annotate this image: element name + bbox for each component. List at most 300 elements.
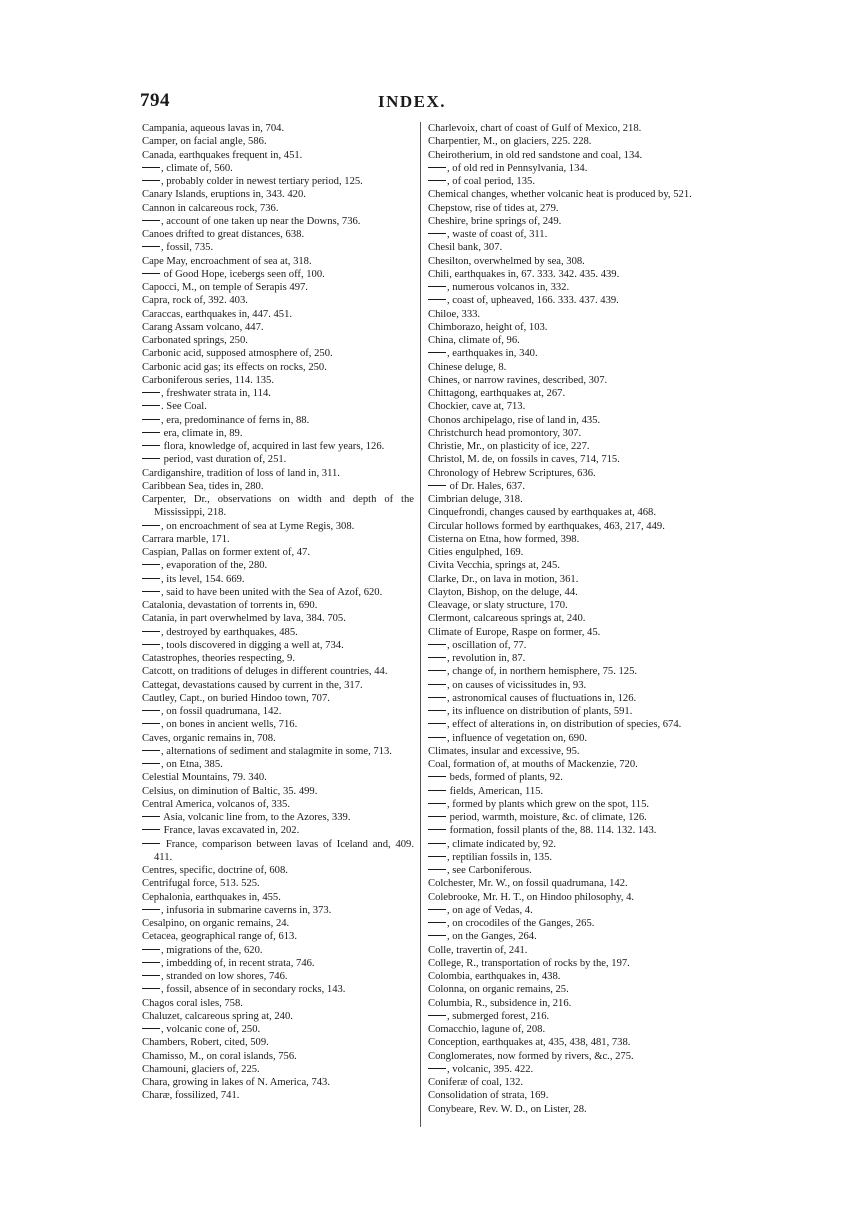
index-entry-text: Catastrophes, theories respecting, 9. <box>142 653 295 664</box>
index-entry <box>142 1023 414 1036</box>
index-entry <box>142 255 414 268</box>
ditto-dash <box>428 776 446 777</box>
index-entry-text: , earthquakes in, 340. <box>447 348 538 360</box>
index-entry-text: , account of one taken up near the Downs, 736. <box>161 215 361 227</box>
index-entry <box>428 188 705 201</box>
index-entry <box>142 970 414 983</box>
ditto-dash <box>428 803 446 804</box>
index-entry-text: College, R., transportation of rocks by the, 197. <box>428 957 630 969</box>
index-entry-text: Chiloe, 333. <box>428 308 481 320</box>
index-entry-text: Cesalpino, on organic remains, 24. <box>142 918 290 929</box>
index-entry <box>142 268 414 281</box>
index-entry <box>428 506 705 519</box>
index-entry <box>142 427 414 440</box>
index-entry-text: Conception, earthquakes at, 435, 438, 481, 738. <box>428 1037 631 1049</box>
index-entry <box>142 877 414 890</box>
ditto-dash <box>142 525 160 526</box>
index-entry <box>428 400 705 413</box>
index-entry <box>428 453 705 466</box>
index-entry <box>142 573 414 586</box>
index-entry <box>142 202 414 215</box>
ditto-dash <box>142 392 160 393</box>
index-entry <box>428 347 705 360</box>
index-entry <box>142 639 414 652</box>
index-entry-text: Chambers, Robert, cited, 509. <box>142 1037 269 1049</box>
ditto-dash <box>428 790 446 791</box>
index-entry-text: Cephalonia, earthquakes in, 455. <box>142 891 281 903</box>
index-entry-text: Cimbrian deluge, 318. <box>428 494 523 505</box>
index-entry <box>142 188 414 201</box>
index-entry <box>428 241 705 254</box>
index-entry <box>142 811 414 824</box>
ditto-dash <box>428 352 446 353</box>
index-entry-text: Cisterna on Etna, how formed, 398. <box>428 533 580 545</box>
index-entry <box>142 1089 414 1102</box>
index-entry-text: , see Carboniferous. <box>447 865 532 876</box>
ditto-dash <box>428 485 446 486</box>
ditto-dash <box>142 975 160 976</box>
index-entry <box>428 1089 705 1102</box>
index-entry <box>142 281 414 294</box>
index-entry <box>428 665 705 678</box>
index-entry-text: , of old red in Pennsylvania, 134. <box>447 162 588 174</box>
index-entry-text: , oscillation of, 77. <box>447 639 527 651</box>
index-entry <box>142 440 414 453</box>
ditto-dash <box>142 949 160 950</box>
index-entry <box>428 612 705 625</box>
index-entry <box>428 732 705 745</box>
ditto-dash <box>142 631 160 632</box>
index-entry <box>142 175 414 188</box>
index-entry-text: , on encroachment of sea at Lyme Regis, 308. <box>161 520 355 532</box>
index-entry <box>142 599 414 612</box>
index-entry <box>428 811 705 824</box>
index-entry <box>428 877 705 890</box>
index-entry <box>428 334 705 347</box>
ditto-dash <box>428 299 446 300</box>
index-column-left <box>142 122 414 1103</box>
index-entry-text: Caribbean Sea, tides in, 280. <box>142 480 264 492</box>
index-entry-text: , infusoria in submarine caverns in, 373. <box>161 904 332 916</box>
index-entry-text: Colchester, Mr. W., on fossil quadrumana, 142. <box>428 878 628 890</box>
index-entry-text: Chemical changes, whether volcanic heat is produced by, 521. <box>428 189 692 201</box>
ditto-dash <box>428 1015 446 1016</box>
index-entry <box>142 493 414 520</box>
page-number: 794 <box>140 90 170 111</box>
index-entry <box>428 798 705 811</box>
index-entry-text: beds, formed of plants, 92. <box>447 772 563 784</box>
index-entry <box>142 361 414 374</box>
index-entry <box>142 400 414 413</box>
index-entry <box>428 480 705 493</box>
ditto-dash <box>428 697 446 698</box>
index-entry <box>142 718 414 731</box>
index-entry <box>142 732 414 745</box>
index-entry-text: Cities engulphed, 169. <box>428 547 524 558</box>
index-entry-text: , submerged forest, 216. <box>447 1010 550 1022</box>
index-entry <box>142 944 414 957</box>
index-entry-text: Catalonia, devastation of torrents in, 690. <box>142 600 318 611</box>
index-entry <box>142 374 414 387</box>
index-entry-text: Conglomerates, now formed by rivers, &c., 275. <box>428 1050 634 1062</box>
index-entry-text: , alternations of sediment and stalagmite in some, 713. <box>161 745 392 757</box>
index-entry-text: , destroyed by earthquakes, 485. <box>161 626 298 638</box>
index-entry <box>142 1050 414 1063</box>
index-entry-text: Chesil bank, 307. <box>428 242 503 254</box>
index-entry <box>428 387 705 400</box>
index-entry-text: China, climate of, 96. <box>428 335 520 346</box>
index-entry <box>142 1076 414 1089</box>
index-entry <box>428 1103 705 1116</box>
index-entry-text: , change of, in northern hemisphere, 75. 125. <box>447 666 638 678</box>
ditto-dash <box>142 180 160 181</box>
ditto-dash <box>428 737 446 738</box>
index-entry-text: , on the Ganges, 264. <box>447 931 537 943</box>
index-entry-text: , volcanic cone of, 250. <box>161 1024 261 1035</box>
index-entry <box>142 785 414 798</box>
index-entry-text: Chesilton, overwhelmed by sea, 308. <box>428 255 585 267</box>
index-entry-text: Charæ, fossilized, 741. <box>142 1090 240 1102</box>
index-entry <box>142 294 414 307</box>
index-entry <box>142 692 414 705</box>
index-entry-text: , tools discovered in digging a well at, 734. <box>161 639 344 651</box>
index-entry-text: , reptilian fossils in, 135. <box>447 851 553 863</box>
index-entry <box>142 135 414 148</box>
index-entry <box>428 308 705 321</box>
ditto-dash <box>142 405 160 406</box>
ditto-dash <box>428 843 446 844</box>
index-entry <box>142 745 414 758</box>
index-entry-text: , on Etna, 385. <box>161 759 223 770</box>
index-entry <box>428 679 705 692</box>
ditto-dash <box>428 670 446 671</box>
index-entry-text: Chili, earthquakes in, 67. 333. 342. 435. 439. <box>428 268 620 280</box>
index-entry-text: , formed by plants which grew on the spot, 115. <box>447 798 650 810</box>
index-entry-text: , its level, 154. 669. <box>161 573 245 585</box>
index-entry <box>428 122 705 135</box>
ditto-dash <box>142 432 160 433</box>
index-entry <box>428 771 705 784</box>
index-entry-text: , migrations of the, 620. <box>161 944 263 956</box>
index-entry <box>142 122 414 135</box>
index-entry <box>142 864 414 877</box>
index-entry-text: Cape May, encroachment of sea at, 318. <box>142 255 312 267</box>
index-entry-text: Carrara marble, 171. <box>142 533 230 545</box>
index-entry-text: Circular hollows formed by earthquakes, 463, 217, 449. <box>428 520 665 532</box>
index-entry <box>428 255 705 268</box>
index-entry-text: Conybeare, Rev. W. D., on Lister, 28. <box>428 1103 587 1115</box>
index-entry <box>428 533 705 546</box>
index-entry-text: , on crocodiles of the Ganges, 265. <box>447 918 595 929</box>
index-entry <box>428 930 705 943</box>
index-entry <box>428 135 705 148</box>
ditto-dash <box>428 935 446 936</box>
index-entry-text: , numerous volcanos in, 332. <box>447 282 570 293</box>
index-entry-text: Chonos archipelago, rise of land in, 435. <box>428 414 601 426</box>
index-entry <box>428 997 705 1010</box>
index-entry <box>142 626 414 639</box>
ditto-dash <box>428 816 446 817</box>
index-entry-text: , on age of Vedas, 4. <box>447 904 533 916</box>
index-entry <box>428 970 705 983</box>
index-entry <box>428 851 705 864</box>
index-entry <box>142 838 414 865</box>
ditto-dash <box>428 909 446 910</box>
index-entry-text: Carpenter, Dr., observations on width and depth of the Mississippi, 218. <box>142 494 414 519</box>
index-entry-text: Catania, in part overwhelmed by lava, 384. 705. <box>142 613 346 625</box>
ditto-dash <box>142 723 160 724</box>
index-entry <box>428 824 705 837</box>
ditto-dash <box>142 816 160 817</box>
ditto-dash <box>142 1028 160 1029</box>
index-entry-text: , fossil, 735. <box>161 242 214 254</box>
index-entry <box>428 745 705 758</box>
index-entry <box>142 665 414 678</box>
index-entry <box>142 215 414 228</box>
index-entry <box>428 785 705 798</box>
index-entry-text: Cheshire, brine springs of, 249. <box>428 215 562 227</box>
index-entry <box>142 387 414 400</box>
index-entry-text: Christol, M. de, on fossils in caves, 714, 715. <box>428 454 620 466</box>
index-entry-text: , on fossil quadrumana, 142. <box>161 706 282 717</box>
index-entry <box>142 957 414 970</box>
index-entry-text: period, vast duration of, 251. <box>161 454 287 466</box>
index-entry-text: Capocci, M., on temple of Serapis 497. <box>142 282 308 293</box>
index-entry <box>428 692 705 705</box>
index-entry-text: Clarke, Dr., on lava in motion, 361. <box>428 573 579 585</box>
ditto-dash <box>142 167 160 168</box>
index-entry-text: Chimborazo, height of, 103. <box>428 321 548 333</box>
index-entry <box>428 440 705 453</box>
index-entry <box>428 864 705 877</box>
ditto-dash <box>428 723 446 724</box>
index-entry <box>428 652 705 665</box>
index-entry <box>428 626 705 639</box>
ditto-dash <box>142 644 160 645</box>
index-entry-text: period, warmth, moisture, &c. of climate, 126. <box>447 812 647 823</box>
index-entry <box>142 891 414 904</box>
index-entry <box>142 453 414 466</box>
index-entry-text: Central America, volcanos of, 335. <box>142 798 290 810</box>
ditto-dash <box>428 644 446 645</box>
index-entry-text: Chronology of Hebrew Scriptures, 636. <box>428 467 596 479</box>
ditto-dash <box>142 445 160 446</box>
index-entry <box>142 930 414 943</box>
index-entry <box>142 334 414 347</box>
index-entry-text: Cheirotherium, in old red sandstone and coal, 134. <box>428 149 643 161</box>
index-column-right <box>428 122 705 1116</box>
column-divider <box>420 122 421 1127</box>
index-entry <box>142 480 414 493</box>
index-entry <box>428 268 705 281</box>
index-entry <box>142 467 414 480</box>
index-entry <box>428 957 705 970</box>
index-entry-text: Cetacea, geographical range of, 613. <box>142 931 298 943</box>
index-entry <box>428 944 705 957</box>
index-entry-text: , on causes of vicissitudes in, 93. <box>447 679 587 691</box>
ditto-dash <box>142 829 160 830</box>
index-entry <box>428 1010 705 1023</box>
ditto-dash <box>428 286 446 287</box>
ditto-dash <box>428 657 446 658</box>
index-entry <box>142 1063 414 1076</box>
index-entry-text: , its influence on distribution of plants, 591. <box>447 706 633 717</box>
index-entry <box>142 679 414 692</box>
index-entry <box>428 281 705 294</box>
ditto-dash <box>142 419 160 420</box>
ditto-dash <box>428 829 446 830</box>
index-entry-text: , said to have been united with the Sea of Azof, 620. <box>161 586 383 598</box>
index-entry <box>142 1010 414 1023</box>
index-entry <box>142 321 414 334</box>
index-entry-text: , imbedding of, in recent strata, 746. <box>161 957 315 969</box>
index-entry <box>142 758 414 771</box>
index-entry-text: , fossil, absence of in secondary rocks, 143. <box>161 984 346 996</box>
index-entry-text: Canoes drifted to great distances, 638. <box>142 229 305 240</box>
index-entry <box>428 149 705 162</box>
index-entry-text: Columbia, R., subsidence in, 216. <box>428 997 572 1009</box>
index-entry-text: Civita Vecchia, springs at, 245. <box>428 560 560 572</box>
index-entry-text: Chagos coral isles, 758. <box>142 997 243 1009</box>
index-entry-text: Capra, rock of, 392. 403. <box>142 295 248 307</box>
index-entry-text: Chamisso, M., on coral islands, 756. <box>142 1050 297 1062</box>
ditto-dash <box>142 710 160 711</box>
index-entry <box>142 904 414 917</box>
index-entry <box>428 546 705 559</box>
index-entry <box>428 162 705 175</box>
index-entry-text: Charpentier, M., on glaciers, 225. 228. <box>428 136 592 148</box>
ditto-dash <box>142 750 160 751</box>
index-entry-text: Cardiganshire, tradition of loss of land in, 311. <box>142 467 340 479</box>
ditto-dash <box>142 763 160 764</box>
index-entry-text: Catcott, on traditions of deluges in different countries, 44. <box>142 666 388 678</box>
index-entry <box>428 1023 705 1036</box>
index-entry-text: of Good Hope, icebergs seen off, 100. <box>161 268 325 280</box>
index-entry-text: Canary Islands, eruptions in, 343. 420. <box>142 189 306 201</box>
index-entry-text: , of coal period, 135. <box>447 176 535 187</box>
index-entry <box>428 228 705 241</box>
index-entry <box>428 427 705 440</box>
index-entry-text: Camper, on facial angle, 586. <box>142 136 267 148</box>
index-entry <box>428 573 705 586</box>
index-entry-text: , influence of vegetation on, 690. <box>447 732 588 744</box>
index-entry-text: of Dr. Hales, 637. <box>447 480 525 492</box>
ditto-dash <box>142 988 160 989</box>
index-entry <box>142 520 414 533</box>
ditto-dash <box>428 869 446 870</box>
index-entry <box>428 1063 705 1076</box>
index-entry-text: Climates, insular and excessive, 95. <box>428 745 580 757</box>
index-entry-text: Colle, travertin of, 241. <box>428 944 528 956</box>
index-entry <box>428 361 705 374</box>
ditto-dash <box>142 591 160 592</box>
index-entry-text: Consolidation of strata, 169. <box>428 1090 549 1102</box>
index-entry-text: Celestial Mountains, 79. 340. <box>142 772 267 784</box>
index-entry-text: Carbonic acid gas; its effects on rocks, 250. <box>142 361 327 373</box>
ditto-dash <box>142 909 160 910</box>
index-entry <box>142 414 414 427</box>
index-entry-text: formation, fossil plants of the, 88. 114. 132. 143. <box>447 825 657 837</box>
index-entry <box>142 241 414 254</box>
index-entry-text: Campania, aqueous lavas in, 704. <box>142 123 285 134</box>
index-entry <box>428 639 705 652</box>
index-entry <box>428 838 705 851</box>
index-entry-text: Centrifugal force, 513. 525. <box>142 878 260 890</box>
index-entry-text: Centres, specific, doctrine of, 608. <box>142 865 288 876</box>
index-entry <box>428 493 705 506</box>
index-entry-text: Chepstow, rise of tides at, 279. <box>428 202 559 214</box>
index-entry-text: Comacchio, lagune of, 208. <box>428 1024 546 1035</box>
index-entry <box>428 294 705 307</box>
index-entry <box>428 175 705 188</box>
index-entry <box>142 612 414 625</box>
index-entry-text: Carboniferous series, 114. 135. <box>142 374 275 386</box>
index-entry-text: Cleavage, or slaty structure, 170. <box>428 600 568 611</box>
index-entry <box>428 891 705 904</box>
index-entry <box>142 824 414 837</box>
index-entry <box>428 520 705 533</box>
index-entry-text: , coast of, upheaved, 166. 333. 437. 439. <box>447 295 619 307</box>
index-entry <box>428 374 705 387</box>
index-entry-text: Carang Assam volcano, 447. <box>142 321 264 333</box>
index-entry <box>428 904 705 917</box>
index-entry-text: Clermont, calcareous springs at, 240. <box>428 613 586 625</box>
index-entry <box>142 559 414 572</box>
index-entry <box>142 1036 414 1049</box>
index-entry-text: Cannon in calcareous rock, 736. <box>142 202 279 214</box>
index-entry-text: Caves, organic remains in, 708. <box>142 732 276 744</box>
ditto-dash <box>428 684 446 685</box>
index-entry <box>428 321 705 334</box>
index-entry <box>428 599 705 612</box>
index-entry-text: Charlevoix, chart of coast of Gulf of Mexico, 218. <box>428 123 642 134</box>
index-entry <box>142 586 414 599</box>
index-entry-text: Caspian, Pallas on former extent of, 47. <box>142 547 310 558</box>
index-entry <box>428 467 705 480</box>
ditto-dash <box>142 273 160 274</box>
ditto-dash <box>428 856 446 857</box>
index-entry <box>142 228 414 241</box>
ditto-dash <box>428 167 446 168</box>
index-entry <box>428 1050 705 1063</box>
index-entry-text: Chittagong, earthquakes at, 267. <box>428 388 566 399</box>
index-entry <box>142 533 414 546</box>
ditto-dash <box>428 233 446 234</box>
index-entry <box>428 414 705 427</box>
index-entry-text: , volcanic, 395. 422. <box>447 1063 534 1075</box>
ditto-dash <box>142 578 160 579</box>
index-entry-text: , effect of alterations in, on distribution of species, 674. <box>447 719 682 731</box>
ditto-dash <box>142 246 160 247</box>
index-entry <box>428 917 705 930</box>
index-entry <box>142 546 414 559</box>
index-entry-text: Cautley, Capt., on buried Hindoo town, 707. <box>142 692 330 704</box>
index-entry-text: , revolution in, 87. <box>447 653 526 664</box>
index-entry <box>142 997 414 1010</box>
index-entry-text: , climate of, 560. <box>161 162 233 174</box>
index-entry-text: Cattegat, devastations caused by current in the, 317. <box>142 679 363 691</box>
index-entry <box>142 983 414 996</box>
index-entry <box>142 347 414 360</box>
index-entry <box>428 202 705 215</box>
index-entry-text: , freshwater strata in, 114. <box>161 388 271 399</box>
ditto-dash <box>428 1068 446 1069</box>
index-entry-text: Colombia, earthquakes in, 438. <box>428 971 561 982</box>
running-head: INDEX. <box>378 92 447 111</box>
index-entry-text: Colonna, on organic remains, 25. <box>428 984 569 996</box>
index-entry-text: , stranded on low shores, 746. <box>161 971 288 982</box>
ditto-dash <box>142 843 160 844</box>
